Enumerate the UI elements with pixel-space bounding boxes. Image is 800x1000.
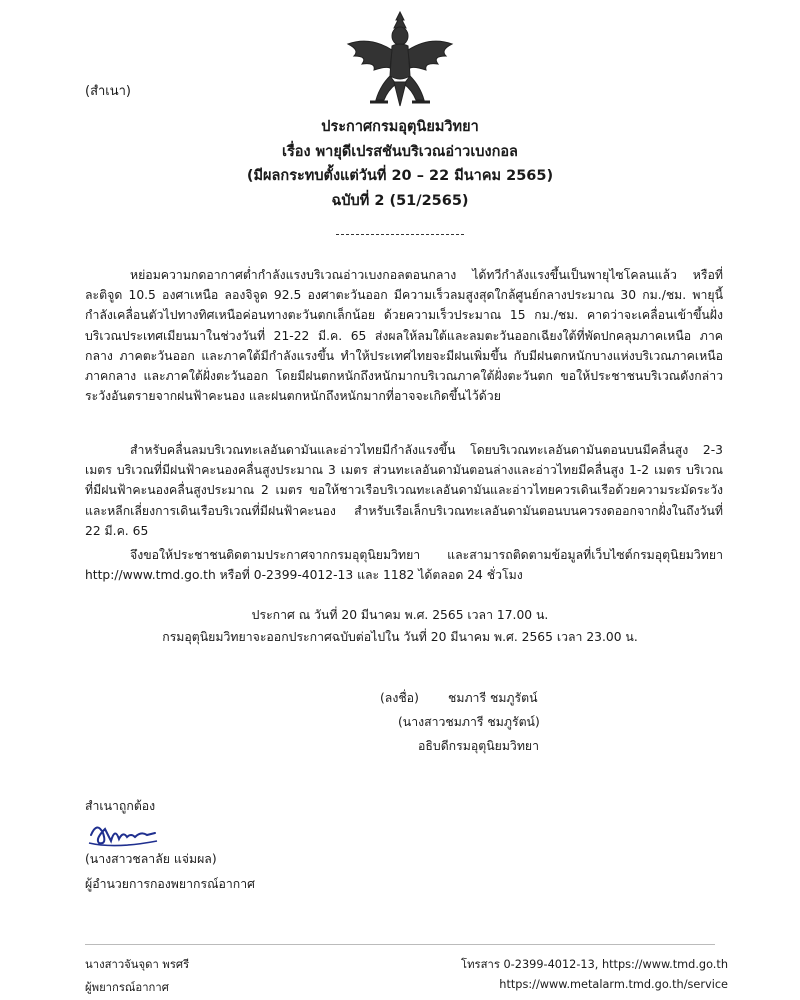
paragraph-sea-conditions: สำหรับคลื่นลมบริเวณทะเลอันดามันและอ่าวไทยมีกำลังแรงขึ้น โดยบริเวณทะเลอันดามันตอนบนมีคลื่นสูง 2-3 เมตร บริเวณที่มีฝนฟ้าคะนองคลื่นสูงประมาณ 3 เมตร ส่วนทะเลอันดามันตอนล่างและอ่าวไทยมีคลื่นสูง 1-2 เมตร บริเวณที่มีฝนฟ้าคะนองคลื่นสูงประมาณ 2 เมตร ขอให้ชาวเรือบริเวณทะเลอันดามันและอ่าวไทยควรเดินเรือด้วยความระมัดระวัง และหลีกเลี่ยงการเดินเรือบริเวณที่มีฝนฟ้าคะนอง สำหรับเรือเล็กบริเวณทะเลอันดามันตอนบนควรงดออกจากฝั่งในถึงวันที่ 22 มี.ค. 65 — [85, 443, 723, 538]
paragraph-follow-updates: จึงขอให้ประชาชนติดตามประกาศจากกรมอุตุนิยมวิทยา และสามารถติดตามข้อมูลที่เว็บไซต์กรมอุตุนิยมวิทยา http://www.tmd.go.th หรือที่ 0-2399-4012-13 และ 1182 ได้ตลอด 24 ชั่วโมง — [85, 548, 723, 583]
signature-position: อธิบดีกรมอุตุนิยมวิทยา — [418, 739, 540, 753]
footer-forecaster-title: ผู้พยากรณ์อากาศ — [85, 981, 169, 994]
signature-full-name: (นางสาวชมภารี ชมภูรัตน์) — [398, 715, 540, 729]
certified-name: (นางสาวชลาลัย แจ่มผล) — [85, 852, 217, 866]
footer-fax-website[interactable]: โทรสาร 0-2399-4012-13, https://www.tmd.go.th — [461, 958, 728, 971]
announcement-next: กรมอุตุนิยมวิทยาจะออกประกาศฉบับต่อไปใน วันที่ 20 มีนาคม พ.ศ. 2565 เวลา 23.00 น. — [162, 630, 638, 644]
announcement-issued: ประกาศ ณ วันที่ 20 มีนาคม พ.ศ. 2565 เวลา 17.00 น. — [251, 608, 549, 622]
handwritten-signature-icon — [85, 813, 165, 853]
footer-service-link[interactable]: https://www.metalarm.tmd.go.th/service — [499, 978, 728, 991]
certified-label: สำเนาถูกต้อง — [85, 799, 156, 813]
announcement-block — [0, 604, 800, 648]
title-effective-dates: (มีผลกระทบตั้งแต่วันที่ 20 – 22 มีนาคม 2565) — [246, 168, 554, 184]
garuda-emblem-icon — [340, 6, 460, 110]
title-agency: ประกาศกรมอุตุนิยมวิทยา — [321, 119, 479, 135]
signature-label: (ลงชื่อ) — [380, 691, 419, 705]
title-separator — [336, 234, 464, 235]
title-issue-number: ฉบับที่ 2 (51/2565) — [331, 192, 469, 209]
footer-divider — [85, 944, 715, 945]
footer-forecaster-name: นางสาวจันจุดา พรศรี — [85, 958, 190, 971]
signature-name: ชมภารี ชมภูรัตน์ — [448, 691, 538, 705]
paragraph-storm-details: หย่อมความกดอากาศต่ำกำลังแรงบริเวณอ่าวเบงกอลตอนกลาง ได้ทวีกำลังแรงขึ้นเป็นพายุไซโคลนแล้ว หรือที่ละติจูด 10.5 องศาเหนือ ลองจิจูด 92.5 องศาตะวันออก มีความเร็วลมสูงสุดใกล้ศูนย์กลางประมาณ 30 กม./ชม. พายุนี้กำลังเคลื่อนตัวไปทางทิศเหนือค่อนทางตะวันตกเล็กน้อย ด้วยความเร็วประมาณ 15 กม./ชม. คาดว่าจะเคลื่อนเข้าขึ้นฝั่งบริเวณประเทศเมียนมาในช่วงวันที่ 21-22 มี.ค. 65 ส่งผลให้ลมใต้และลมตะวันออกเฉียงใต้ที่พัดปกคลุมภาคเหนือ ภาคกลาง ภาคตะวันออก และภาคใต้มีกำลังแรงขึ้น ทำให้ประเทศไทยจะมีฝนเพิ่มขึ้น กับมีฝนตกหนักบางแห่งบริเวณภาคเหนือ ภาคกลาง และภาคใต้ฝั่งตะวันออก โดยมีฝนตกหนักถึงหนักมากบริเวณภาคใต้ฝั่งตะวันตก ขอให้ประชาชนบริเวณดังกล่าวระวังอันตรายจากฝนฟ้าคะนอง และฝนตกหนักถึงหนักมากที่อาจจะเกิดขึ้นไว้ด้วย — [85, 268, 723, 404]
document-title — [0, 115, 800, 213]
copy-label: (สำเนา) — [85, 84, 132, 99]
certified-position: ผู้อำนวยการกองพยากรณ์อากาศ — [85, 877, 255, 891]
title-subject: เรื่อง พายุดีเปรสชันบริเวณอ่าวเบงกอล — [282, 143, 518, 160]
